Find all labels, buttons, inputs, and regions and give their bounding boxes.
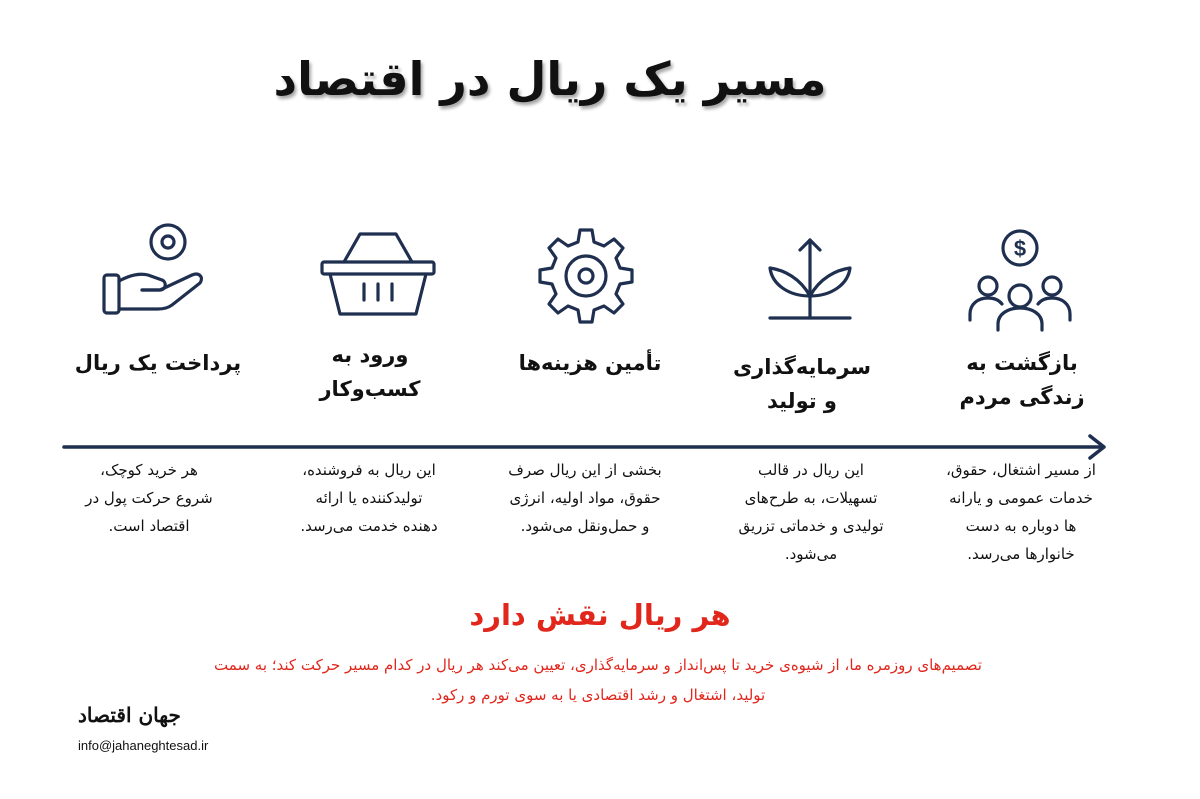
people-dollar-icon: [966, 224, 1074, 334]
step-title-return: بازگشت به زندگی مردم: [959, 351, 1085, 409]
page-title: مسیر یک ریال در اقتصاد: [273, 52, 827, 106]
summary-note: تصمیم‌های روزمره ما، از شیوه‌ی خرید تا پس‌انداز و سرمایه‌گذاری، تعیین می‌کند هر ریال در کدام مسیر حرکت کند؛ به سمت تولید، اشتغال و رشد اقتصادی یا به سوی تورم و رکود.: [214, 656, 982, 704]
step-description-business: این ریال به فروشنده، تولیدکننده یا ارائه دهنده خدمت می‌رسد.: [300, 461, 438, 535]
subtitle: هر ریال نقش دارد: [469, 598, 731, 632]
step-description-return: از مسیر اشتغال، حقوق، خدمات عمومی و یارانه ها دوباره به دست خانوارها می‌رسد.: [946, 461, 1096, 563]
step-title-payment: پرداخت یک ریال: [74, 351, 242, 375]
brand-logo: جهان اقتصاد: [78, 703, 181, 727]
step-description-payment: هر خرید کوچک، شروع حرکت پول در اقتصاد است.: [85, 461, 213, 535]
step-description-investment: این ریال در قالب تسهیلات، به طرح‌های تولیدی و خدماتی تزریق می‌شود.: [738, 461, 884, 563]
gear-icon: [536, 226, 636, 326]
contact-email: info@jahaneghtesad.ir: [78, 738, 209, 753]
sprout-icon: [762, 234, 858, 324]
step-title-investment: سرمایه‌گذاری و تولید: [732, 355, 872, 413]
hand-coin-icon: [96, 215, 220, 319]
svg-text:$: $: [1013, 236, 1027, 261]
step-title-costs: تأمین هزینه‌ها: [518, 351, 662, 375]
step-title-business: ورود به کسب‌وکار: [319, 343, 421, 401]
basket-icon: [316, 228, 440, 320]
step-description-costs: بخشی از این ریال صرف حقوق، مواد اولیه، انرژی و حمل‌ونقل می‌شود.: [508, 461, 662, 535]
